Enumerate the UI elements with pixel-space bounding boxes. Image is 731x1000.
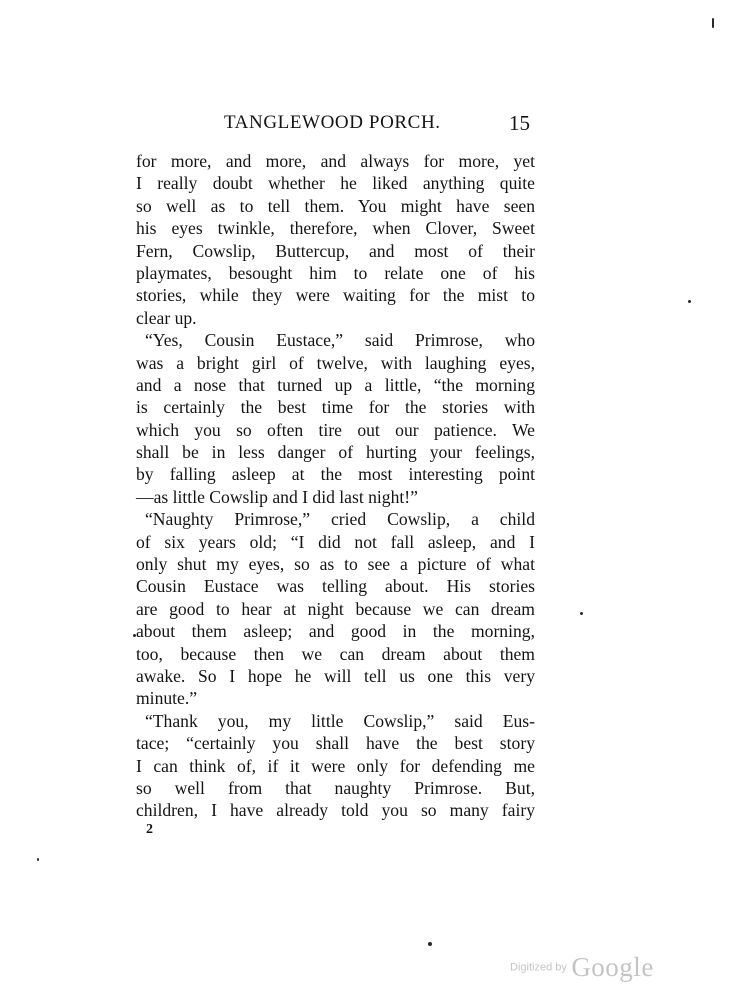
scan-speck — [133, 634, 136, 637]
text-line: his eyes twinkle, therefore, when Clover, Sweet — [136, 218, 535, 239]
body-text — [136, 150, 535, 822]
signature-mark: 2 — [146, 822, 153, 837]
scan-speck — [37, 858, 39, 861]
text-line: and a nose that turned up a little, “the morning — [136, 374, 535, 395]
text-line: I can think of, if it were only for defending me — [136, 755, 535, 776]
text-line: children, I have already told you so many fairy — [136, 800, 535, 821]
text-line: so well from that naughty Primrose. But, — [136, 777, 535, 798]
text-line: about them asleep; and good in the morning, — [136, 621, 535, 642]
text-line: minute.” — [136, 688, 198, 709]
text-line: are good to hear at night because we can dream — [136, 598, 535, 619]
text-line: I really doubt whether he liked anything quite — [136, 173, 535, 194]
running-head: TANGLEWOOD PORCH. — [224, 112, 441, 133]
text-line: by falling asleep at the most interesting point — [136, 464, 535, 485]
page-number: 15 — [509, 111, 530, 135]
text-line: Fern, Cowslip, Buttercup, and most of their — [136, 240, 535, 261]
text-line: playmates, besought him to relate one of his — [136, 262, 535, 283]
text-line: tace; “certainly you shall have the best story — [136, 733, 535, 754]
text-line: of six years old; “I did not fall asleep, and I — [136, 531, 535, 552]
scan-speck — [688, 300, 691, 303]
scan-speck — [712, 18, 714, 28]
text-line: “Yes, Cousin Eustace,” said Primrose, who — [145, 330, 535, 351]
text-line: was a bright girl of twelve, with laughing eyes, — [136, 352, 535, 373]
text-line: only shut my eyes, so as to see a picture of what — [136, 554, 535, 575]
text-line: clear up. — [136, 307, 197, 328]
text-line: which you so often tire out our patience. We — [136, 419, 535, 440]
digitized-watermark — [510, 952, 654, 983]
text-line: Cousin Eustace was telling about. His stories — [136, 576, 535, 597]
text-line: too, because then we can dream about them — [136, 643, 535, 664]
scan-speck — [580, 612, 583, 615]
text-line: shall be in less danger of hurting your feelings, — [136, 442, 535, 463]
text-line: —as little Cowslip and I did last night!” — [136, 486, 418, 507]
text-line: awake. So I hope he will tell us one this very — [136, 665, 535, 686]
scan-speck — [428, 942, 432, 946]
text-line: is certainly the best time for the stories with — [136, 397, 535, 418]
text-line: for more, and more, and always for more, yet — [136, 151, 535, 171]
watermark-prefix: Digitized by — [510, 961, 567, 974]
text-line: “Thank you, my little Cowslip,” said Eus- — [145, 710, 535, 731]
text-line: “Naughty Primrose,” cried Cowslip, a child — [145, 509, 535, 530]
text-line: so well as to tell them. You might have seen — [136, 195, 535, 216]
watermark-brand: Google — [571, 952, 654, 982]
text-line: stories, while they were waiting for the mist to — [136, 285, 535, 306]
